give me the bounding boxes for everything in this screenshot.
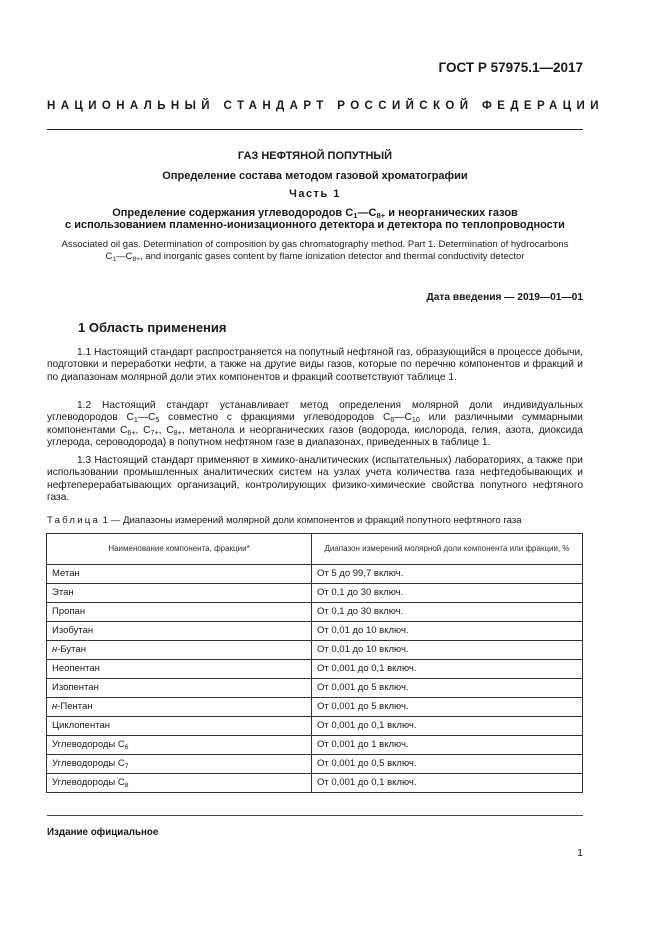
component-name-cell: Этан bbox=[47, 584, 312, 603]
table-row bbox=[47, 641, 583, 660]
range-cell: От 0,1 до 30 включ. bbox=[312, 584, 583, 603]
range-cell: От 0,01 до 10 включ. bbox=[312, 641, 583, 660]
range-cell: От 0,001 до 1 включ. bbox=[312, 736, 583, 755]
paragraph-1-2: 1.2 Настоящий стандарт устанавливает метод определения молярной доли индивидуальных углеводородов $С_1—С_5$ совместно с фракциями углеводородов $С_6—С_{10}$ или различными суммарными компонентами $С_{6+}$, $С_{7+}$, $С_{8+}$, метанола и неорганических газов (водорода, кислорода, гелия, азота, диоксида углерода, сероводорода) в попутном нефтяном газе в диапазонах, приведенных в таблице 1. bbox=[47, 400, 584, 449]
table-row bbox=[47, 736, 583, 755]
table-row bbox=[47, 565, 583, 584]
range-cell: От 0,001 до 0,1 включ. bbox=[312, 774, 583, 793]
national-standard-header: НАЦИОНАЛЬНЫЙ СТАНДАРТ РОССИЙСКОЙ ФЕДЕРАЦИИ bbox=[47, 100, 604, 112]
component-name-cell: Неопентан bbox=[47, 660, 312, 679]
component-name-cell: Метан bbox=[47, 565, 312, 584]
table-row bbox=[47, 717, 583, 736]
table-row bbox=[47, 755, 583, 774]
introduction-date: Дата введения — 2019—01—01 bbox=[426, 292, 583, 303]
paragraph-1-1: 1.1 Настоящий стандарт распространяется на попутный нефтяной газ, образующийся в процессе добычи, подготовки и переработки нефти, а также на другие виды газов, которые по перечню компонентов и фракций и по диапазонам молярной доли этих компонентов и фракций соответствуют таблице 1. bbox=[47, 347, 583, 383]
range-cell: От 0,001 до 5 включ. bbox=[312, 679, 583, 698]
range-cell: От 0,001 до 0,1 включ. bbox=[312, 717, 583, 736]
range-cell: От 0,01 до 10 включ. bbox=[312, 622, 583, 641]
header-range: Диапазон измерений молярной доли компонента или фракции, % bbox=[312, 534, 583, 565]
document-code: ГОСТ Р 57975.1—2017 bbox=[438, 60, 583, 75]
range-cell: От 0,001 до 0,5 включ. bbox=[312, 755, 583, 774]
part-title: Определение содержания углеводородов $С_1—С_{8+}$ и неорганических газов с использованием пламенно-ионизационного детектора и детектора по теплопроводности bbox=[65, 207, 565, 231]
measurement-ranges-table bbox=[46, 533, 583, 793]
component-name-cell: Изобутан bbox=[47, 622, 312, 641]
component-name-cell: Пропан bbox=[47, 603, 312, 622]
table-row bbox=[47, 584, 583, 603]
header-component: Наименование компонента, фракции* bbox=[47, 534, 312, 565]
english-title: Associated oil gas. Determination of composition by gas chromatography method. Part 1. Determination of hydrocarbons $C_1—C_{8+}$, and inorganic gases content by flame ionization detector and thermal conductivity detector bbox=[61, 239, 569, 263]
header-rule bbox=[47, 129, 583, 130]
document-title: ГАЗ НЕФТЯНОЙ ПОПУТНЫЙ bbox=[237, 150, 393, 162]
component-name-cell: Углеводороды $С_6$ bbox=[47, 736, 312, 755]
component-name-cell: н-Пентан bbox=[47, 698, 312, 717]
table-row bbox=[47, 679, 583, 698]
footer-rule bbox=[47, 815, 583, 816]
page-number: 1 bbox=[577, 847, 583, 859]
table-row bbox=[47, 622, 583, 641]
range-cell: От 0,001 до 5 включ. bbox=[312, 698, 583, 717]
range-cell: От 5 до 99,7 включ. bbox=[312, 565, 583, 584]
table-row bbox=[47, 698, 583, 717]
range-cell: От 0,001 до 0,1 включ. bbox=[312, 660, 583, 679]
component-name-cell: н-Бутан bbox=[47, 641, 312, 660]
component-name-cell: Изопентан bbox=[47, 679, 312, 698]
component-name-cell: Углеводороды $С_8$ bbox=[47, 774, 312, 793]
component-name-cell: Углеводороды $С_7$ bbox=[47, 755, 312, 774]
table-row bbox=[47, 660, 583, 679]
paragraph-1-3: 1.3 Настоящий стандарт применяют в химико-аналитических (испытательных) лабораториях, а также при использовании промышленных аналитических систем на узлах учета количества газа нефтедобывающих и нефтеперерабатывающих организаций, контролирующих физико-химические свойства попутного нефтяного газа. bbox=[47, 455, 583, 504]
edition-note: Издание официальное bbox=[47, 827, 159, 838]
range-cell: От 0,1 до 30 включ. bbox=[312, 603, 583, 622]
component-name-cell: Циклопентан bbox=[47, 717, 312, 736]
part-number: Часть 1 bbox=[289, 188, 341, 200]
section-heading: 1 Область применения bbox=[78, 320, 227, 335]
table-header-row bbox=[47, 534, 583, 565]
document-subtitle: Определение состава методом газовой хроматографии bbox=[162, 170, 468, 182]
table-caption: Таблица 1 — Диапазоны измерений молярной доли компонентов и фракций попутного нефтяного газа bbox=[47, 515, 522, 526]
table-row bbox=[47, 603, 583, 622]
table-row bbox=[47, 774, 583, 793]
